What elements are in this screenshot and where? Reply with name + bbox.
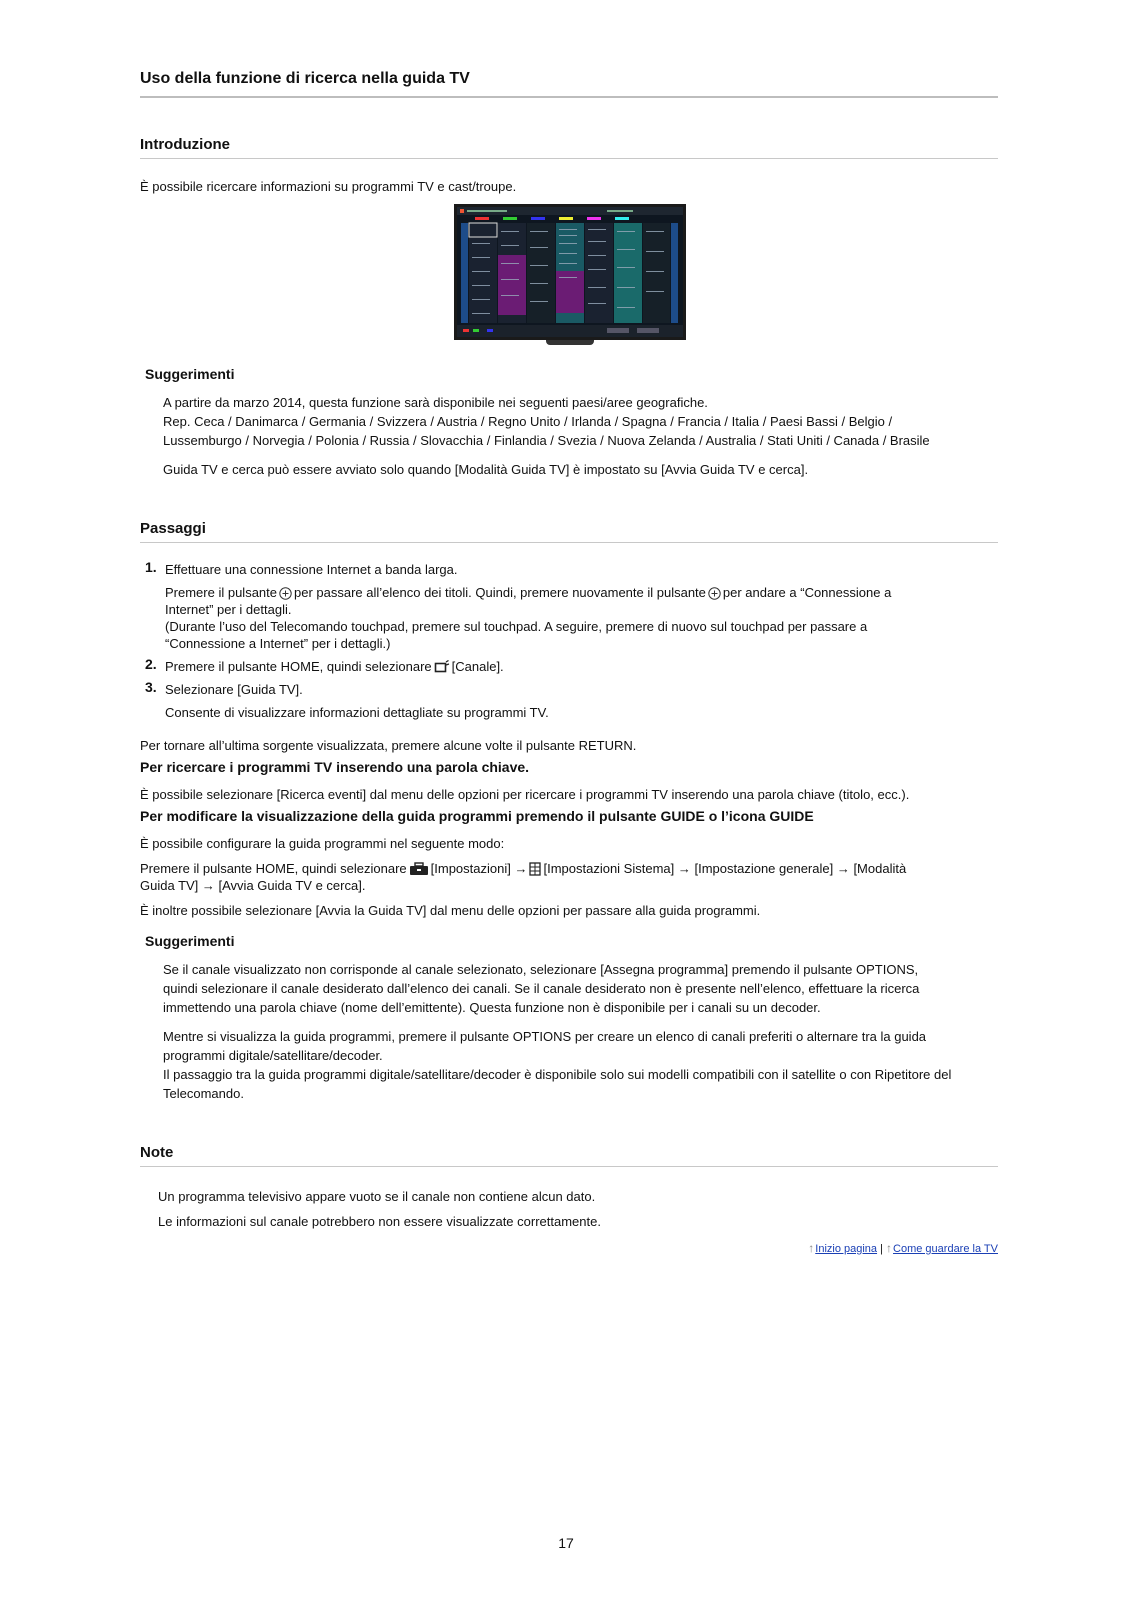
step-2-text (165, 658, 504, 678)
keyword-heading: Per ricercare i programmi TV inserendo una parola chiave. (140, 759, 530, 775)
step-3-detail: Consente di visualizzare informazioni dettagliate su programmi TV. (165, 705, 549, 720)
note-text: Un programma televisivo appare vuoto se il canale non contiene alcun dato. (158, 1189, 596, 1204)
tips-text-line: Rep. Ceca / Danimarca / Germania / Svizzera / Austria / Regno Unito / Irlanda / Spagna / Francia / Italia / Paesi Bassi / Belgio / (163, 414, 893, 429)
step-number: 3. (145, 679, 157, 695)
toolbox-icon (409, 862, 429, 880)
tv-guide-screenshot (454, 204, 686, 350)
tips-text-line: A partire da marzo 2014, questa funzione sarà disponibile nei seguenti paesi/aree geografiche. (163, 395, 708, 410)
tips-text-line: Il passaggio tra la guida programmi digitale/satellitare/decoder è disponibile solo sui modelli compatibili con il satellite o con Ripetitore del (163, 1067, 952, 1082)
channel-icon (434, 660, 450, 678)
tips-text-line: Se il canale visualizzato non corrisponde al canale selezionato, selezionare [Assegna programma] premendo il pulsante OPTIONS, (163, 962, 919, 977)
page-number: 17 (558, 1535, 574, 1551)
tips-text-line: quindi selezionare il canale desiderato dall’elenco dei canali. Se il canale desiderato non è presente nell’elenco, effettuare la ricerca (163, 981, 920, 996)
tips-text-line: Lussemburgo / Norvegia / Polonia / Russia / Slovacchia / Finlandia / Svezia / Nuova Zelanda / Australia / Stati Uniti / Canada / Brasile (163, 433, 930, 448)
arrow-up-icon: ↑ (808, 1241, 815, 1255)
footer-links (808, 1241, 998, 1255)
step-1-detail-e: (Durante l’uso del Telecomando touchpad, premere sul touchpad. A seguire, premere di nuovo sul touchpad per passare a (165, 619, 868, 634)
keyword-text: È possibile selezionare [Ricerca eventi] dal menu delle opzioni per ricercare i programmi TV inserendo una parola chiave (titolo, ecc.). (140, 787, 910, 802)
tips-text-line: immettendo una parola chiave (nome dell’emittente). Questa funzione non è disponibile per i canali su un decoder. (163, 1000, 821, 1015)
plus-circle-icon (708, 587, 721, 604)
guide-settings-path-c: [Impostazioni Sistema] → [Impostazione generale] → [Modalità (543, 861, 907, 876)
guide-settings-path-b: [Impostazioni] → (430, 861, 528, 876)
intro-heading: Introduzione (140, 136, 998, 159)
tips-text-line: programmi digitale/satellitare/decoder. (163, 1048, 383, 1063)
tv-guide-illustration (457, 207, 683, 337)
note-text: Le informazioni sul canale potrebbero non essere visualizzate correttamente. (158, 1214, 601, 1229)
arrow-up-icon: ↑ (886, 1241, 893, 1255)
tv-stand (546, 340, 594, 345)
return-text: Per tornare all’ultima sorgente visualizzata, premere alcune volte il pulsante RETURN. (140, 738, 637, 753)
link-separator: | (880, 1243, 883, 1255)
guide-text: È possibile configurare la guida programmi nel seguente modo: (140, 836, 505, 851)
page-title: Uso della funzione di ricerca nella guida TV (140, 70, 998, 98)
step-1-detail-a: Premere il pulsante (165, 585, 277, 600)
step-1-text: Effettuare una connessione Internet a banda larga. (165, 562, 458, 577)
step-1-detail-b: per passare all’elenco dei titoli. Quindi, premere nuovamente il pulsante (294, 585, 706, 600)
step-number: 2. (145, 656, 157, 672)
step-1-detail-d: Internet” per i dettagli. (165, 602, 292, 617)
tips-text-line: Mentre si visualizza la guida programmi, premere il pulsante OPTIONS per creare un elenco di canali preferiti o alternare tra la guida (163, 1029, 927, 1044)
guide-alt-text: È inoltre possibile selezionare [Avvia la Guida TV] dal menu delle opzioni per passare alla guida programmi. (140, 903, 761, 918)
guide-heading: Per modificare la visualizzazione della guida programmi premendo il pulsante GUIDE o l’icona GUIDE (140, 808, 814, 824)
step-1-detail-c: per andare a “Connessione a (722, 585, 892, 600)
tips-heading: Suggerimenti (145, 933, 235, 949)
note-heading: Note (140, 1144, 998, 1167)
intro-text: È possibile ricercare informazioni su programmi TV e cast/troupe. (140, 179, 517, 194)
link-watch-tv[interactable]: Come guardare la TV (893, 1243, 998, 1255)
guide-settings-path-a: Premere il pulsante HOME, quindi selezionare (140, 861, 407, 876)
step-3-text: Selezionare [Guida TV]. (165, 682, 303, 697)
step-2-text-b: [Canale]. (451, 659, 504, 674)
steps-heading: Passaggi (140, 520, 998, 543)
system-settings-icon (529, 862, 541, 880)
tips-heading: Suggerimenti (145, 366, 235, 382)
guide-settings-path-end: Guida TV] → [Avvia Guida TV e cerca]. (140, 878, 366, 893)
tips-text-line: Telecomando. (163, 1086, 244, 1101)
tips-text-line: Guida TV e cerca può essere avviato solo quando [Modalità Guida TV] è impostato su [Avvia Guida TV e cerca]. (163, 462, 809, 477)
step-number: 1. (145, 559, 157, 575)
step-2-text-a: Premere il pulsante HOME, quindi selezionare (165, 659, 432, 674)
tv-screen (454, 204, 686, 340)
link-top-of-page[interactable]: Inizio pagina (815, 1243, 878, 1255)
step-1-detail-f: “Connessione a Internet” per i dettagli.) (165, 636, 391, 651)
